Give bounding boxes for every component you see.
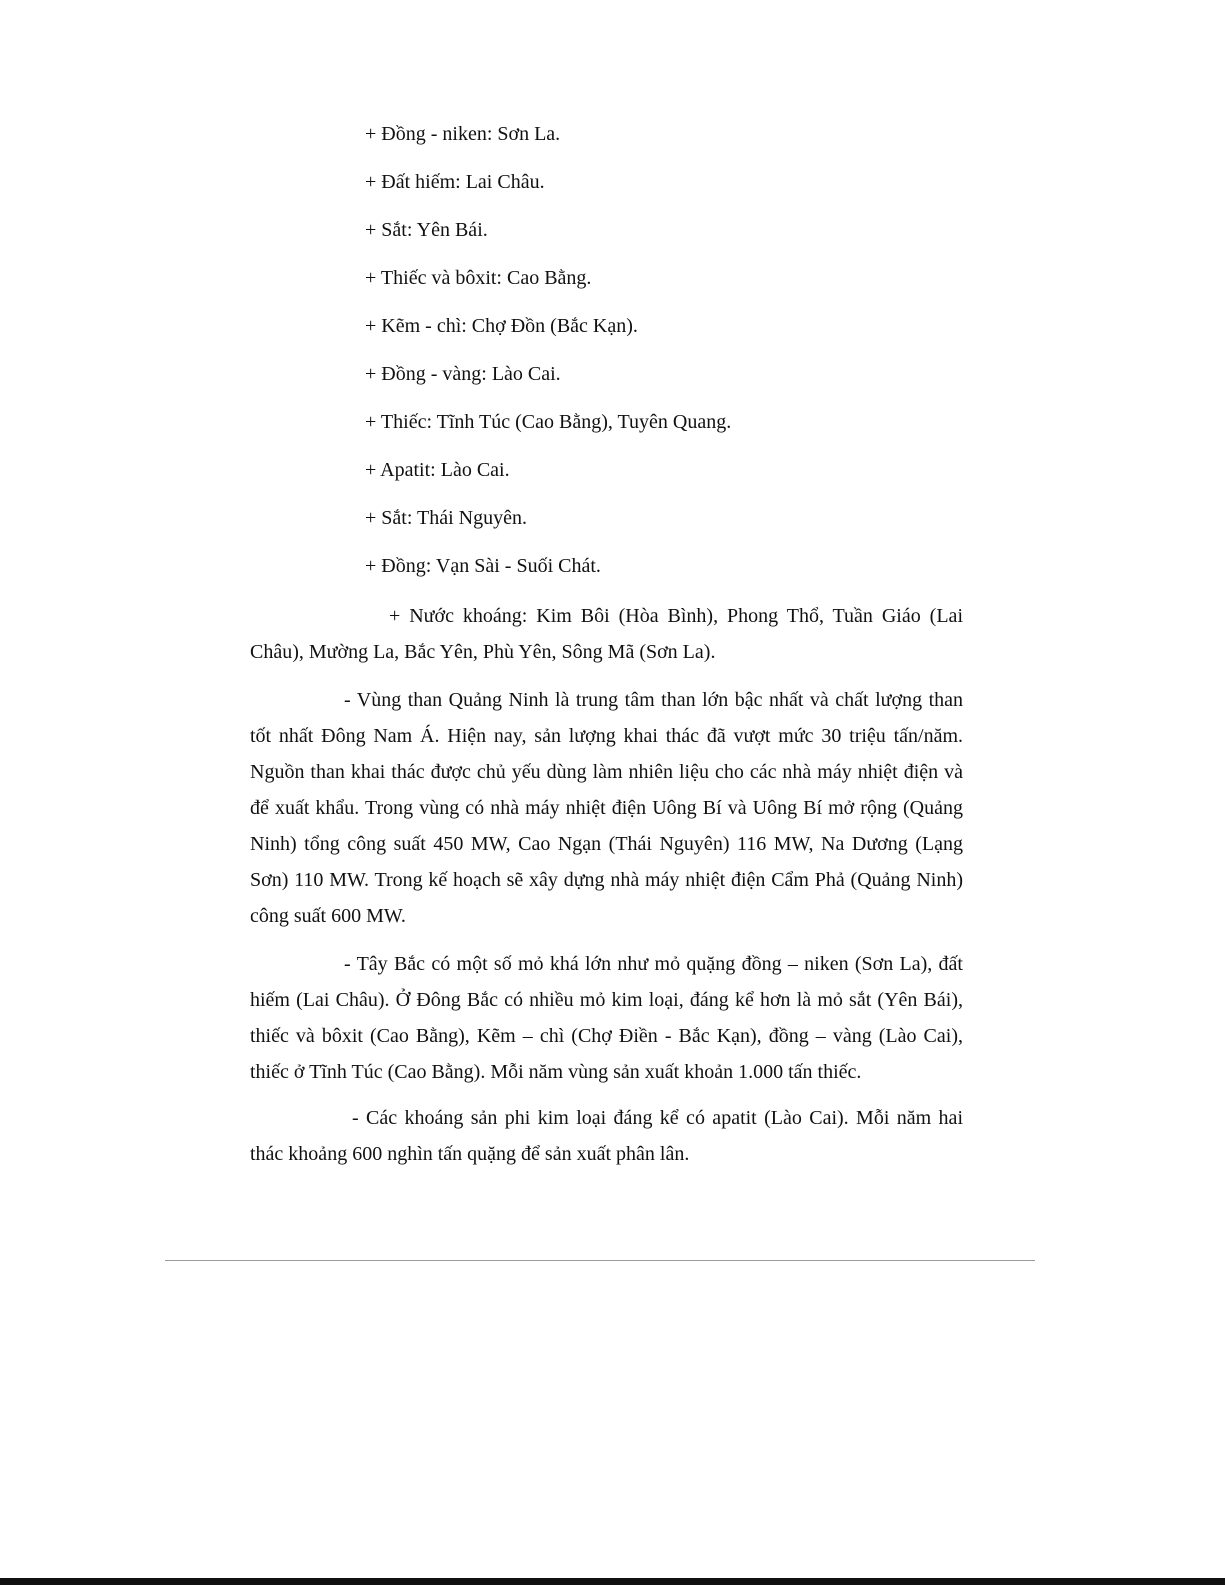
paragraph-metals: - Tây Bắc có một số mỏ khá lớn như mỏ quặng đồng – niken (Sơn La), đất hiếm (Lai Châu). Ở Đông Bắc có nhiều mỏ kim loại, đáng kể hơn là mỏ sắt (Yên Bái), thiếc và bôxit (Cao Bằng), Kẽm – chì (Chợ Điền - Bắc Kạn), đồng – vàng (Lào Cai), thiếc ở Tĩnh Túc (Cao Bằng). Mỗi năm vùng sản xuất khoản 1.000 tấn thiếc. (250, 953, 963, 1083)
list-item: + Sắt: Yên Bái. (365, 219, 488, 241)
list-item: + Thiếc: Tĩnh Túc (Cao Bằng), Tuyên Quang. (365, 411, 732, 433)
list-item: + Đồng: Vạn Sài - Suối Chát. (365, 555, 601, 577)
list-item: + Apatit: Lào Cai. (365, 459, 510, 481)
list-item: + Đồng - niken: Sơn La. (365, 123, 561, 145)
paragraph-nonmetal: - Các khoáng sản phi kim loại đáng kể có apatit (Lào Cai). Mỗi năm hai thác khoảng 600 nghìn tấn quặng để sản xuất phân lân. (250, 1107, 963, 1165)
mineral-location-list (365, 122, 731, 602)
list-item: + Đất hiếm: Lai Châu. (365, 171, 545, 193)
list-item: + Thiếc và bôxit: Cao Bằng. (365, 267, 592, 289)
footer-divider (165, 1260, 1035, 1261)
list-item: + Đồng - vàng: Lào Cai. (365, 363, 561, 385)
paragraph-mineral-water: + Nước khoáng: Kim Bôi (Hòa Bình), Phong Thổ, Tuần Giáo (Lai Châu), Mường La, Bắc Yên, Phù Yên, Sông Mã (Sơn La). (250, 605, 963, 663)
list-item: + Sắt: Thái Nguyên. (365, 507, 528, 529)
page-bottom-edge (0, 1578, 1225, 1585)
paragraph-coal: - Vùng than Quảng Ninh là trung tâm than lớn bậc nhất và chất lượng than tốt nhất Đông Nam Á. Hiện nay, sản lượng khai thác đã vượt mức 30 triệu tấn/năm. Nguồn than khai thác được chủ yếu dùng làm nhiên liệu cho các nhà máy nhiệt điện và để xuất khẩu. Trong vùng có nhà máy nhiệt điện Uông Bí và Uông Bí mở rộng (Quảng Ninh) tổng công suất 450 MW, Cao Ngạn (Thái Nguyên) 116 MW, Na Dương (Lạng Sơn) 110 MW. Trong kế hoạch sẽ xây dựng nhà máy nhiệt điện Cẩm Phả (Quảng Ninh) công suất 600 MW. (250, 689, 963, 927)
list-item: + Kẽm - chì: Chợ Đồn (Bắc Kạn). (365, 315, 638, 337)
